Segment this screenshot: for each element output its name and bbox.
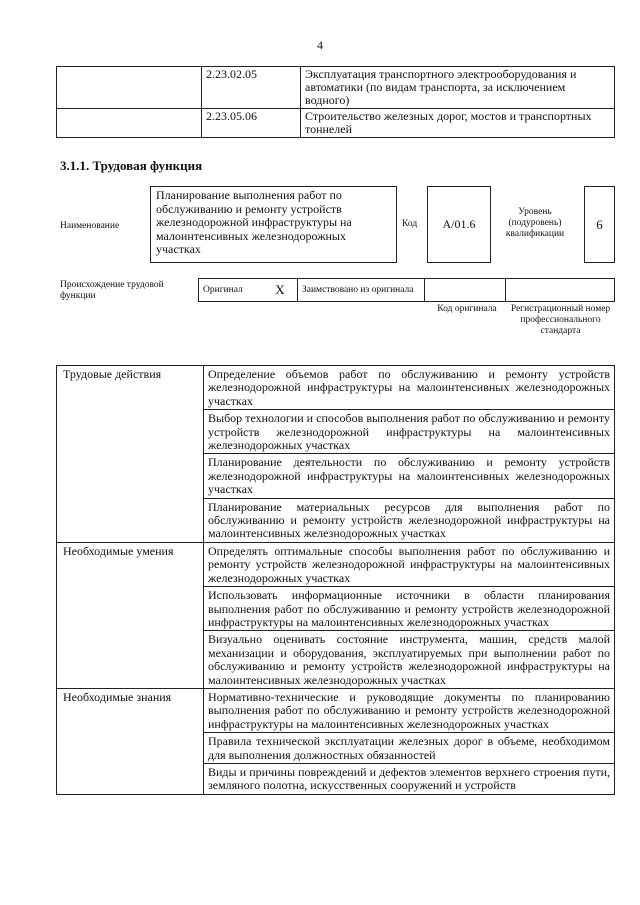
- table-cell: Нормативно-технические и руководящие документы по планированию выполнения работ по обслуживанию и ремонту устройств железнодорожной инфраструктуры на малоинтенсивных железнодорожных участках: [204, 688, 615, 732]
- table-cell: Визуально оценивать состояние инструмента, машин, средств малой механизации и оборудования, эксплуатируемых при выполнении работ по обслуживанию и ремонту устройств железнодорожной инфраструктуры на малоинтенсивных железнодорожных участках: [204, 631, 615, 689]
- origin-label: Происхождение трудовой функции: [60, 280, 164, 301]
- table-cell: Выбор технологии и способов выполнения работ по обслуживанию и ремонту устройств железнодорожной инфраструктуры на малоинтенсивных железнодорожных участках: [204, 410, 615, 454]
- codes-cell-empty: [57, 109, 202, 138]
- table-cell: Планирование деятельности по обслуживанию и ремонту устройств железнодорожной инфраструктуры на малоинтенсивных железнодорожных участках: [204, 454, 615, 498]
- table-cell: Определение объемов работ по обслуживанию и ремонту устройств железнодорожной инфраструктуры на малоинтенсивных железнодорожных участках: [204, 366, 615, 410]
- codes-cell-code: 2.23.05.06: [202, 109, 301, 138]
- section-title: 3.1.1. Трудовая функция: [60, 158, 203, 173]
- borrowed-label: Заимствовано из оригинала: [298, 279, 425, 302]
- table-row: [57, 366, 615, 410]
- table-cell: Правила технической эксплуатации железных дорог в объеме, необходимом для выполнения должностных обязанностей: [204, 733, 615, 764]
- function-code-value: A/01.6: [442, 217, 476, 231]
- table-row: [199, 279, 615, 302]
- function-details-table: [56, 365, 615, 795]
- table-cell: Виды и причины повреждений и дефектов элементов верхнего строения пути, земляного полотна, искусственных сооружений и устройств: [204, 763, 615, 794]
- table-cell: Определять оптимальные способы выполнения работ по обслуживанию и ремонту устройств железнодорожной инфраструктуры на малоинтенсивных железнодорожных участках: [204, 542, 615, 586]
- code-original-label: Код оригинала: [437, 304, 497, 314]
- reg-number-cell: [506, 279, 615, 302]
- table-cell: Использовать информационные источники в области планирования выполнения работ по обслуживанию и ремонту устройств железнодорожной инфраструктуры на малоинтенсивных железнодорожных участках: [204, 587, 615, 631]
- code-original-cell: [425, 279, 506, 302]
- codes-cell-name: Строительство железных дорог, мостов и транспортных тоннелей: [301, 109, 615, 138]
- name-label: Наименование: [60, 221, 120, 231]
- page-number: 4: [317, 38, 323, 52]
- codes-cell-code: 2.23.02.05: [202, 67, 301, 109]
- table-row: [57, 542, 615, 586]
- category-knowledge: Необходимые знания: [57, 688, 204, 794]
- original-label: Оригинал: [199, 279, 264, 302]
- function-code-box: [427, 186, 491, 263]
- level-value: 6: [596, 216, 603, 232]
- category-skills: Необходимые умения: [57, 542, 204, 688]
- table-cell: Планирование материальных ресурсов для выполнения работ по обслуживанию и ремонту устройств железнодорожной инфраструктуры на малоинтенсивных железнодорожных участках: [204, 498, 615, 542]
- code-label: Код: [402, 219, 418, 229]
- table-row: [57, 688, 615, 732]
- function-name-box: Планирование выполнения работ по обслуживанию и ремонту устройств железнодорожной инфраструктуры на малоинтенсивных железнодорожных участках: [150, 186, 397, 263]
- codes-cell-empty: [57, 67, 202, 109]
- origin-table: [198, 278, 615, 302]
- table-row: [57, 67, 615, 109]
- table-row: [57, 109, 615, 138]
- level-label: Уровень (подуровень) квалификации: [505, 207, 565, 239]
- codes-table: [56, 66, 615, 138]
- reg-number-label: Регистрационный номер профессионального стандарта: [510, 304, 611, 336]
- original-mark: X: [263, 279, 298, 302]
- category-labor-actions: Трудовые действия: [57, 366, 204, 543]
- codes-cell-name: Эксплуатация транспортного электрооборудования и автоматики (по видам транспорта, за исключением водного): [301, 67, 615, 109]
- level-box: [584, 186, 615, 263]
